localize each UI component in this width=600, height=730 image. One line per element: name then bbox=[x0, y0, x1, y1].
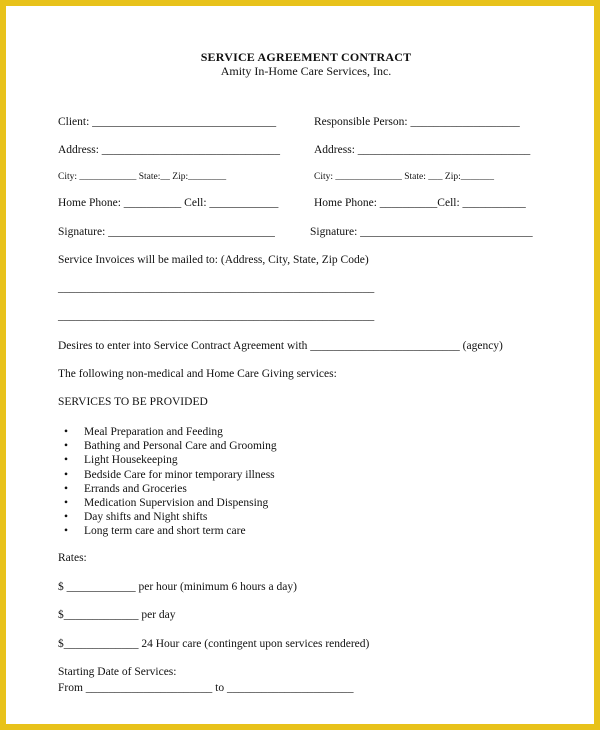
date-range-field[interactable]: From ______________________ to ______________________ bbox=[58, 682, 354, 694]
bullet-icon: • bbox=[64, 496, 69, 509]
client-city-state-zip-field[interactable]: City: ____________ State:__ Zip:________ bbox=[58, 172, 227, 182]
client-field[interactable]: Client: ________________________________ bbox=[58, 116, 277, 128]
starting-date-label: Starting Date of Services: bbox=[58, 666, 177, 678]
responsible-person-field[interactable]: Responsible Person: ___________________ bbox=[314, 116, 520, 128]
list-item: • Bathing and Personal Care and Grooming bbox=[64, 440, 277, 453]
responsible-address-field[interactable]: Address: ______________________________ bbox=[314, 144, 531, 156]
document-page bbox=[6, 6, 594, 724]
list-item: • Light Housekeeping bbox=[64, 454, 178, 467]
bullet-icon: • bbox=[64, 525, 69, 538]
24-hour-rate-field[interactable]: $_____________ 24 Hour care (contingent upon services rendered) bbox=[58, 638, 370, 650]
bullet-icon: • bbox=[64, 468, 69, 481]
list-item: • Errands and Groceries bbox=[64, 482, 187, 495]
daily-rate-field[interactable]: $_____________ per day bbox=[58, 609, 176, 621]
invoice-address-line-2[interactable]: _______________________________________________________ bbox=[58, 310, 375, 322]
responsible-signature-field[interactable]: Signature: ______________________________ bbox=[310, 226, 533, 238]
list-item: • Meal Preparation and Feeding bbox=[64, 426, 223, 438]
bullet-icon: • bbox=[64, 454, 69, 467]
client-address-field[interactable]: Address: _______________________________ bbox=[58, 144, 281, 156]
bullet-icon: • bbox=[64, 426, 69, 438]
document-title: SERVICE AGREEMENT CONTRACT bbox=[200, 50, 412, 64]
list-item: • Bedside Care for minor temporary illness bbox=[64, 468, 275, 481]
rates-label: Rates: bbox=[58, 552, 87, 564]
services-heading: SERVICES TO BE PROVIDED bbox=[58, 396, 208, 408]
invoice-address-label: Service Invoices will be mailed to: (Address, City, State, Zip Code) bbox=[58, 254, 369, 266]
hourly-rate-field[interactable]: $ ____________ per hour (minimum 6 hours a day) bbox=[58, 581, 297, 593]
client-signature-field[interactable]: Signature: _____________________________ bbox=[58, 226, 275, 238]
bullet-icon: • bbox=[64, 440, 69, 453]
services-intro: The following non-medical and Home Care Giving services: bbox=[58, 368, 337, 380]
agency-agreement-line[interactable]: Desires to enter into Service Contract Agreement with __________________________ (agency) bbox=[58, 340, 503, 352]
list-item: • Day shifts and Night shifts bbox=[64, 511, 208, 524]
responsible-city-state-zip-field[interactable]: City: ______________ State: ___ Zip:_______ bbox=[314, 172, 494, 182]
bullet-icon: • bbox=[64, 511, 69, 524]
list-item: • Medication Supervision and Dispensing bbox=[64, 496, 269, 509]
list-item: • Long term care and short term care bbox=[64, 525, 246, 538]
bullet-icon: • bbox=[64, 482, 69, 495]
invoice-address-line-1[interactable]: _______________________________________________________ bbox=[58, 282, 375, 294]
services-list bbox=[64, 425, 277, 539]
client-phone-field[interactable]: Home Phone: __________ Cell: ____________ bbox=[58, 197, 279, 209]
responsible-phone-field[interactable]: Home Phone: __________Cell: ___________ bbox=[314, 197, 526, 209]
company-name: Amity In-Home Care Services, Inc. bbox=[220, 64, 392, 78]
